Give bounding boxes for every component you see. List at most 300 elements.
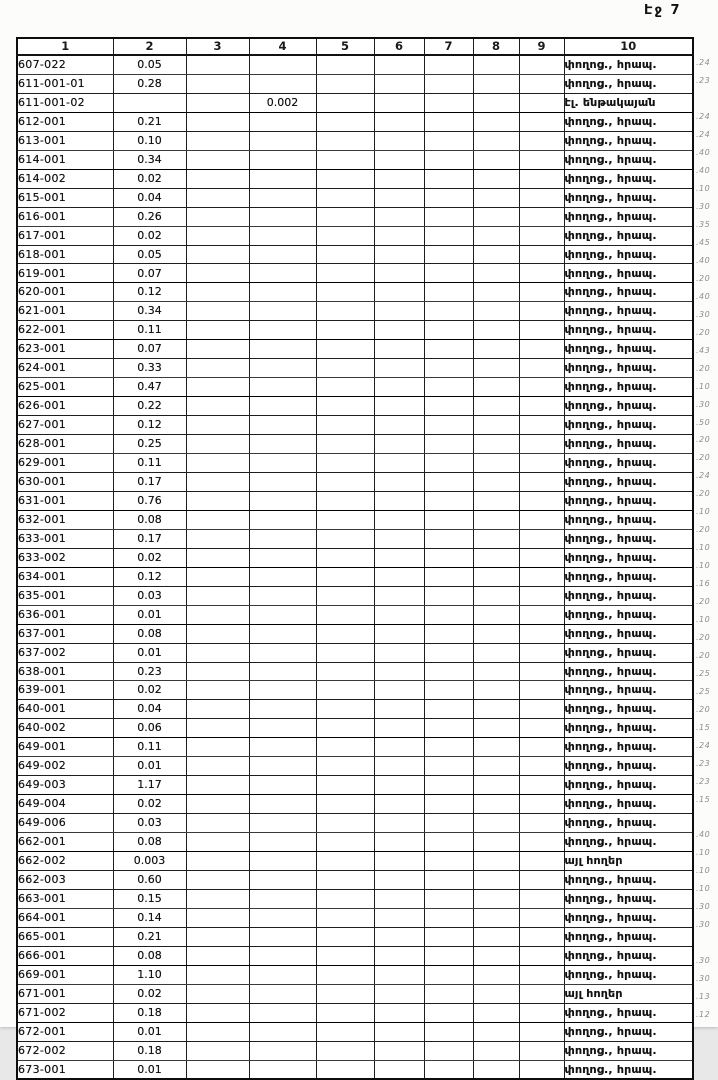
area-value-cell: 0.07 — [113, 264, 186, 283]
empty-cell — [424, 719, 473, 738]
empty-cell — [374, 529, 424, 548]
empty-cell — [519, 55, 564, 74]
empty-cell — [316, 472, 374, 491]
area-value-cell: 0.22 — [113, 397, 186, 416]
col4-value-cell — [249, 359, 316, 378]
landuse-cell: փողոց., հրապ. — [564, 207, 693, 226]
area-value-cell: 0.08 — [113, 833, 186, 852]
empty-cell — [316, 624, 374, 643]
table-row — [17, 169, 693, 188]
col4-value-cell — [249, 946, 316, 965]
empty-cell — [374, 1060, 424, 1079]
empty-cell — [473, 397, 519, 416]
empty-cell — [473, 1041, 519, 1060]
margin-mark: .20 — [696, 453, 711, 463]
col4-value-cell — [249, 567, 316, 586]
table-row — [17, 93, 693, 112]
land-parcel-table — [16, 37, 694, 1080]
parcel-code-cell: 662-001 — [17, 833, 113, 852]
empty-cell — [473, 207, 519, 226]
col4-value-cell — [249, 719, 316, 738]
empty-cell — [316, 984, 374, 1003]
margin-mark: .24 — [696, 740, 711, 750]
area-value-cell: 0.01 — [113, 1060, 186, 1079]
margin-mark: .10 — [696, 184, 711, 194]
empty-cell — [374, 169, 424, 188]
parcel-code-cell: 640-001 — [17, 700, 113, 719]
column-header: 10 — [564, 38, 693, 55]
col4-value-cell — [249, 283, 316, 302]
empty-cell — [186, 359, 249, 378]
landuse-cell: փողոց., հրապ. — [564, 378, 693, 397]
table-row — [17, 74, 693, 93]
area-value-cell: 0.04 — [113, 188, 186, 207]
empty-cell — [424, 169, 473, 188]
empty-cell — [186, 55, 249, 74]
empty-cell — [473, 605, 519, 624]
table-row — [17, 814, 693, 833]
table-row — [17, 55, 693, 74]
col4-value-cell — [249, 150, 316, 169]
empty-cell — [186, 833, 249, 852]
empty-cell — [186, 93, 249, 112]
table-row — [17, 188, 693, 207]
margin-mark: .15 — [696, 722, 711, 732]
empty-cell — [519, 378, 564, 397]
empty-cell — [316, 245, 374, 264]
empty-cell — [424, 131, 473, 150]
col4-value-cell: 0.002 — [249, 93, 316, 112]
landuse-cell: փողոց., հրապ. — [564, 74, 693, 93]
empty-cell — [473, 567, 519, 586]
area-value-cell: 1.10 — [113, 965, 186, 984]
landuse-cell: փողոց., հրապ. — [564, 908, 693, 927]
area-value-cell: 1.17 — [113, 776, 186, 795]
empty-cell — [473, 454, 519, 473]
empty-cell — [316, 1041, 374, 1060]
col4-value-cell — [249, 55, 316, 74]
table-row — [17, 605, 693, 624]
empty-cell — [374, 719, 424, 738]
area-value-cell: 0.18 — [113, 1041, 186, 1060]
empty-cell — [374, 188, 424, 207]
margin-mark: .10 — [696, 381, 711, 391]
col4-value-cell — [249, 833, 316, 852]
page-number-label: Էջ 7 — [644, 3, 682, 18]
empty-cell — [473, 112, 519, 131]
parcel-code-cell: 633-001 — [17, 529, 113, 548]
parcel-code-cell: 615-001 — [17, 188, 113, 207]
empty-cell — [473, 245, 519, 264]
empty-cell — [424, 852, 473, 871]
empty-cell — [519, 529, 564, 548]
empty-cell — [473, 378, 519, 397]
margin-mark: .20 — [696, 525, 711, 535]
margin-mark: .20 — [696, 650, 711, 660]
parcel-code-cell: 616-001 — [17, 207, 113, 226]
parcel-code-cell: 627-001 — [17, 416, 113, 435]
empty-cell — [473, 738, 519, 757]
empty-cell — [519, 188, 564, 207]
empty-cell — [374, 359, 424, 378]
area-value-cell: 0.02 — [113, 169, 186, 188]
margin-mark: .10 — [696, 615, 711, 625]
empty-cell — [316, 965, 374, 984]
margin-mark: .20 — [696, 273, 711, 283]
col4-value-cell — [249, 264, 316, 283]
col4-value-cell — [249, 795, 316, 814]
empty-cell — [519, 965, 564, 984]
empty-cell — [186, 738, 249, 757]
parcel-code-cell: 669-001 — [17, 965, 113, 984]
landuse-cell: փողոց., հրապ. — [564, 55, 693, 74]
empty-cell — [473, 870, 519, 889]
empty-cell — [424, 302, 473, 321]
empty-cell — [424, 662, 473, 681]
table-row — [17, 738, 693, 757]
parcel-code-cell: 666-001 — [17, 946, 113, 965]
parcel-code-cell: 662-003 — [17, 870, 113, 889]
landuse-cell: փողոց., հրապ. — [564, 340, 693, 359]
col4-value-cell — [249, 984, 316, 1003]
margin-mark: .23 — [696, 758, 711, 768]
landuse-cell: փողոց., հրապ. — [564, 1022, 693, 1041]
empty-cell — [316, 169, 374, 188]
empty-cell — [186, 435, 249, 454]
margin-mark: .40 — [696, 830, 711, 840]
margin-mark: .25 — [696, 686, 711, 696]
empty-cell — [519, 605, 564, 624]
parcel-code-cell: 621-001 — [17, 302, 113, 321]
table-row — [17, 1041, 693, 1060]
empty-cell — [316, 93, 374, 112]
empty-cell — [519, 454, 564, 473]
area-value-cell: 0.01 — [113, 643, 186, 662]
empty-cell — [186, 1022, 249, 1041]
empty-cell — [186, 889, 249, 908]
empty-cell — [316, 1022, 374, 1041]
margin-mark: .24 — [696, 130, 711, 140]
parcel-code-cell: 649-003 — [17, 776, 113, 795]
empty-cell — [186, 112, 249, 131]
empty-cell — [374, 795, 424, 814]
empty-cell — [473, 169, 519, 188]
area-value-cell: 0.02 — [113, 681, 186, 700]
col4-value-cell — [249, 738, 316, 757]
table-row — [17, 1003, 693, 1022]
empty-cell — [316, 397, 374, 416]
table-row — [17, 150, 693, 169]
parcel-code-cell: 611-001-01 — [17, 74, 113, 93]
area-value-cell: 0.03 — [113, 586, 186, 605]
empty-cell — [519, 264, 564, 283]
empty-cell — [473, 472, 519, 491]
landuse-cell: փողոց., հրապ. — [564, 510, 693, 529]
empty-cell — [424, 738, 473, 757]
empty-cell — [519, 397, 564, 416]
area-value-cell: 0.17 — [113, 529, 186, 548]
margin-mark: .12 — [696, 1009, 711, 1019]
empty-cell — [374, 927, 424, 946]
empty-cell — [473, 946, 519, 965]
empty-cell — [316, 435, 374, 454]
margin-mark: .20 — [696, 489, 711, 499]
parcel-code-cell: 618-001 — [17, 245, 113, 264]
empty-cell — [519, 624, 564, 643]
table-row — [17, 378, 693, 397]
parcel-code-cell: 622-001 — [17, 321, 113, 340]
empty-cell — [424, 529, 473, 548]
empty-cell — [424, 814, 473, 833]
landuse-cell: փողոց., հրապ. — [564, 946, 693, 965]
empty-cell — [519, 984, 564, 1003]
landuse-cell: փողոց., հրապ. — [564, 131, 693, 150]
empty-cell — [424, 359, 473, 378]
parcel-code-cell: 671-001 — [17, 984, 113, 1003]
landuse-cell: փողոց., հրապ. — [564, 435, 693, 454]
landuse-cell: փողոց., հրապ. — [564, 302, 693, 321]
empty-cell — [316, 605, 374, 624]
empty-cell — [374, 852, 424, 871]
table-row — [17, 833, 693, 852]
landuse-cell: փողոց., հրապ. — [564, 321, 693, 340]
empty-cell — [424, 795, 473, 814]
empty-cell — [186, 1041, 249, 1060]
parcel-code-cell: 649-004 — [17, 795, 113, 814]
empty-cell — [374, 264, 424, 283]
area-value-cell: 0.02 — [113, 548, 186, 567]
col4-value-cell — [249, 226, 316, 245]
area-value-cell: 0.08 — [113, 510, 186, 529]
area-value-cell: 0.15 — [113, 889, 186, 908]
landuse-cell: փողոց., հրապ. — [564, 472, 693, 491]
col4-value-cell — [249, 510, 316, 529]
col4-value-cell — [249, 927, 316, 946]
table-row — [17, 283, 693, 302]
empty-cell — [374, 946, 424, 965]
parcel-code-cell: 617-001 — [17, 226, 113, 245]
empty-cell — [186, 662, 249, 681]
empty-cell — [374, 283, 424, 302]
empty-cell — [316, 283, 374, 302]
landuse-cell: փողոց., հրապ. — [564, 359, 693, 378]
empty-cell — [473, 833, 519, 852]
margin-mark: .20 — [696, 597, 711, 607]
empty-cell — [473, 965, 519, 984]
empty-cell — [424, 1003, 473, 1022]
area-value-cell: 0.47 — [113, 378, 186, 397]
empty-cell — [374, 491, 424, 510]
empty-cell — [424, 435, 473, 454]
empty-cell — [519, 946, 564, 965]
table-row — [17, 643, 693, 662]
landuse-cell: փողոց., հրապ. — [564, 870, 693, 889]
parcel-code-cell: 612-001 — [17, 112, 113, 131]
column-header: 8 — [473, 38, 519, 55]
parcel-code-cell: 631-001 — [17, 491, 113, 510]
area-value-cell: 0.01 — [113, 757, 186, 776]
table-row — [17, 226, 693, 245]
empty-cell — [519, 1041, 564, 1060]
empty-cell — [473, 188, 519, 207]
empty-cell — [374, 340, 424, 359]
area-value-cell: 0.76 — [113, 491, 186, 510]
column-header: 9 — [519, 38, 564, 55]
empty-cell — [374, 700, 424, 719]
table-row — [17, 548, 693, 567]
table-row — [17, 757, 693, 776]
empty-cell — [316, 359, 374, 378]
margin-mark: .20 — [696, 363, 711, 373]
empty-cell — [473, 435, 519, 454]
empty-cell — [186, 776, 249, 795]
empty-cell — [374, 1003, 424, 1022]
empty-cell — [473, 814, 519, 833]
table-row — [17, 1060, 693, 1079]
empty-cell — [473, 927, 519, 946]
col4-value-cell — [249, 245, 316, 264]
empty-cell — [374, 302, 424, 321]
area-value-cell: 0.02 — [113, 795, 186, 814]
empty-cell — [519, 643, 564, 662]
parcel-code-cell: 628-001 — [17, 435, 113, 454]
parcel-code-cell: 624-001 — [17, 359, 113, 378]
margin-mark: .20 — [696, 435, 711, 445]
empty-cell — [186, 188, 249, 207]
empty-cell — [374, 150, 424, 169]
table-row — [17, 1022, 693, 1041]
parcel-code-cell: 671-002 — [17, 1003, 113, 1022]
area-value-cell: 0.11 — [113, 454, 186, 473]
empty-cell — [186, 131, 249, 150]
landuse-cell: փողոց., հրապ. — [564, 833, 693, 852]
margin-mark: .30 — [696, 974, 711, 984]
empty-cell — [519, 814, 564, 833]
empty-cell — [519, 548, 564, 567]
margin-mark: .15 — [696, 794, 711, 804]
margin-mark: .24 — [696, 112, 711, 122]
area-value-cell: 0.003 — [113, 852, 186, 871]
empty-cell — [519, 131, 564, 150]
table-header-row — [17, 38, 693, 55]
col4-value-cell — [249, 681, 316, 700]
column-header: 6 — [374, 38, 424, 55]
landuse-cell: փողոց., հրապ. — [564, 624, 693, 643]
table-row — [17, 889, 693, 908]
empty-cell — [424, 340, 473, 359]
area-value-cell: 0.33 — [113, 359, 186, 378]
col4-value-cell — [249, 378, 316, 397]
empty-cell — [374, 472, 424, 491]
margin-mark: .30 — [696, 956, 711, 966]
table-row — [17, 927, 693, 946]
margin-mark: .24 — [696, 471, 711, 481]
margin-mark: .30 — [696, 309, 711, 319]
col4-value-cell — [249, 1041, 316, 1060]
empty-cell — [473, 548, 519, 567]
empty-cell — [374, 397, 424, 416]
parcel-code-cell: 664-001 — [17, 908, 113, 927]
empty-cell — [316, 700, 374, 719]
table-row — [17, 321, 693, 340]
empty-cell — [473, 264, 519, 283]
empty-cell — [186, 169, 249, 188]
empty-cell — [186, 150, 249, 169]
area-value-cell: 0.01 — [113, 1022, 186, 1041]
empty-cell — [519, 1060, 564, 1079]
landuse-cell: փողոց., հրապ. — [564, 814, 693, 833]
empty-cell — [424, 1022, 473, 1041]
parcel-code-cell: 626-001 — [17, 397, 113, 416]
margin-mark: .24 — [696, 58, 711, 68]
col4-value-cell — [249, 586, 316, 605]
table-row — [17, 397, 693, 416]
margin-mark: .16 — [696, 579, 711, 589]
empty-cell — [424, 1060, 473, 1079]
table-row — [17, 908, 693, 927]
empty-cell — [186, 472, 249, 491]
margin-mark: .10 — [696, 507, 711, 517]
empty-cell — [186, 1060, 249, 1079]
empty-cell — [316, 757, 374, 776]
empty-cell — [316, 454, 374, 473]
margin-mark: .45 — [696, 238, 711, 247]
empty-cell — [519, 207, 564, 226]
empty-cell — [186, 870, 249, 889]
empty-cell — [374, 643, 424, 662]
empty-cell — [519, 416, 564, 435]
empty-cell — [316, 510, 374, 529]
col4-value-cell — [249, 454, 316, 473]
empty-cell — [316, 814, 374, 833]
margin-mark: .40 — [696, 255, 711, 265]
empty-cell — [316, 908, 374, 927]
empty-cell — [473, 302, 519, 321]
table-row — [17, 359, 693, 378]
empty-cell — [316, 776, 374, 795]
table-row — [17, 112, 693, 131]
empty-cell — [473, 131, 519, 150]
empty-cell — [186, 340, 249, 359]
empty-cell — [424, 207, 473, 226]
empty-cell — [473, 889, 519, 908]
empty-cell — [519, 567, 564, 586]
empty-cell — [316, 889, 374, 908]
landuse-cell: փողոց., հրապ. — [564, 965, 693, 984]
parcel-code-cell: 635-001 — [17, 586, 113, 605]
empty-cell — [374, 378, 424, 397]
empty-cell — [424, 510, 473, 529]
area-value-cell: 0.14 — [113, 908, 186, 927]
table-row — [17, 245, 693, 264]
area-value-cell: 0.06 — [113, 719, 186, 738]
parcel-code-cell: 614-001 — [17, 150, 113, 169]
parcel-code-cell: 663-001 — [17, 889, 113, 908]
column-header: 1 — [17, 38, 113, 55]
empty-cell — [186, 700, 249, 719]
empty-cell — [374, 738, 424, 757]
parcel-code-cell: 632-001 — [17, 510, 113, 529]
margin-mark: .30 — [696, 202, 711, 212]
empty-cell — [186, 852, 249, 871]
empty-cell — [519, 681, 564, 700]
empty-cell — [424, 454, 473, 473]
area-value-cell: 0.21 — [113, 927, 186, 946]
empty-cell — [473, 624, 519, 643]
empty-cell — [519, 112, 564, 131]
empty-cell — [424, 870, 473, 889]
empty-cell — [374, 624, 424, 643]
